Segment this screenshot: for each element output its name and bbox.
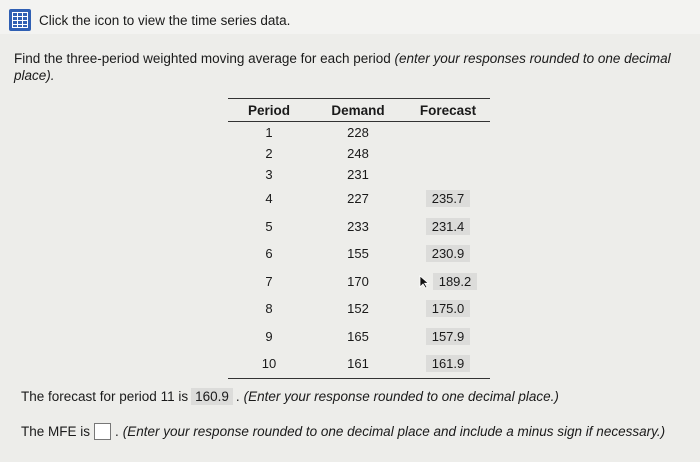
forecast-value[interactable]: 161.9 [426,355,470,372]
table-row [228,350,490,378]
forecast-value[interactable]: 189.2 [433,273,477,290]
period-cell: 8 [265,301,273,317]
demand-cell: 161 [310,350,406,378]
period-11-forecast-value[interactable]: 160.9 [191,388,233,405]
table-row [228,323,490,351]
header-demand: Demand [310,99,406,122]
forecast-cell [406,295,490,323]
demand-cell: 152 [347,301,369,317]
demand-cell: 233 [347,218,369,234]
answer1-suffix: . [235,389,240,404]
question-main: Find the three-period weighted moving average for each period [14,51,391,66]
answer2-prefix: The MFE is [21,424,91,439]
table-row [228,295,490,323]
question-note: (enter your responses rounded to one decimal place). [14,51,671,83]
demand-cell: 231 [347,167,369,182]
instruction-text: Click the icon to view the time series data. [39,12,291,28]
forecast-value[interactable]: 235.7 [426,190,470,207]
time-series-table [228,98,490,379]
period-cell: 9 [265,328,273,344]
table-row [228,213,490,241]
period-cell: 1 [265,125,273,140]
demand-cell: 165 [347,328,369,344]
forecast-cell [406,213,490,241]
forecast-cell [406,350,490,378]
answer2-note: (Enter your response rounded to one decimal place and include a minus sign if necessary.) [122,424,666,439]
header-period: Period [228,99,310,122]
answer-mfe [21,423,665,440]
period-cell: 10 [228,350,310,378]
period-cell: 6 [265,246,273,262]
demand-cell: 155 [347,246,369,262]
forecast-cell [406,268,490,296]
table-row [228,240,490,268]
period-cell: 4 [265,191,273,207]
demand-cell: 170 [347,273,369,289]
forecast-value[interactable]: 230.9 [426,245,470,262]
table-row [228,185,490,213]
table-row [228,143,490,164]
answer-period-11 [21,388,559,405]
mfe-input[interactable] [94,423,111,440]
forecast-cell [406,185,490,213]
forecast-value[interactable]: 231.4 [426,218,470,235]
forecast-cell [406,143,490,164]
mouse-pointer-icon [419,275,431,289]
forecast-cell [406,323,490,351]
table-row [228,122,490,144]
period-cell: 3 [265,167,273,182]
header-forecast: Forecast [406,99,490,122]
answer2-suffix: . [115,424,119,439]
demand-cell: 248 [347,146,369,161]
forecast-value[interactable]: 175.0 [426,300,470,317]
forecast-cell [406,240,490,268]
period-cell: 2 [265,146,273,161]
forecast-value[interactable]: 157.9 [426,328,470,345]
table-row [228,164,490,185]
instruction-row [8,8,290,32]
question-text [14,50,684,84]
forecast-cell [406,122,490,144]
period-cell: 7 [265,273,273,289]
forecast-cell [406,164,490,185]
table-row [228,268,490,296]
grid-table-icon[interactable] [8,8,32,32]
answer1-note: (Enter your response rounded to one decimal place.) [243,389,559,404]
answer1-prefix: The forecast for period 11 is [21,389,189,404]
demand-cell: 228 [347,125,369,140]
demand-cell: 227 [347,191,369,207]
period-cell: 5 [265,218,273,234]
